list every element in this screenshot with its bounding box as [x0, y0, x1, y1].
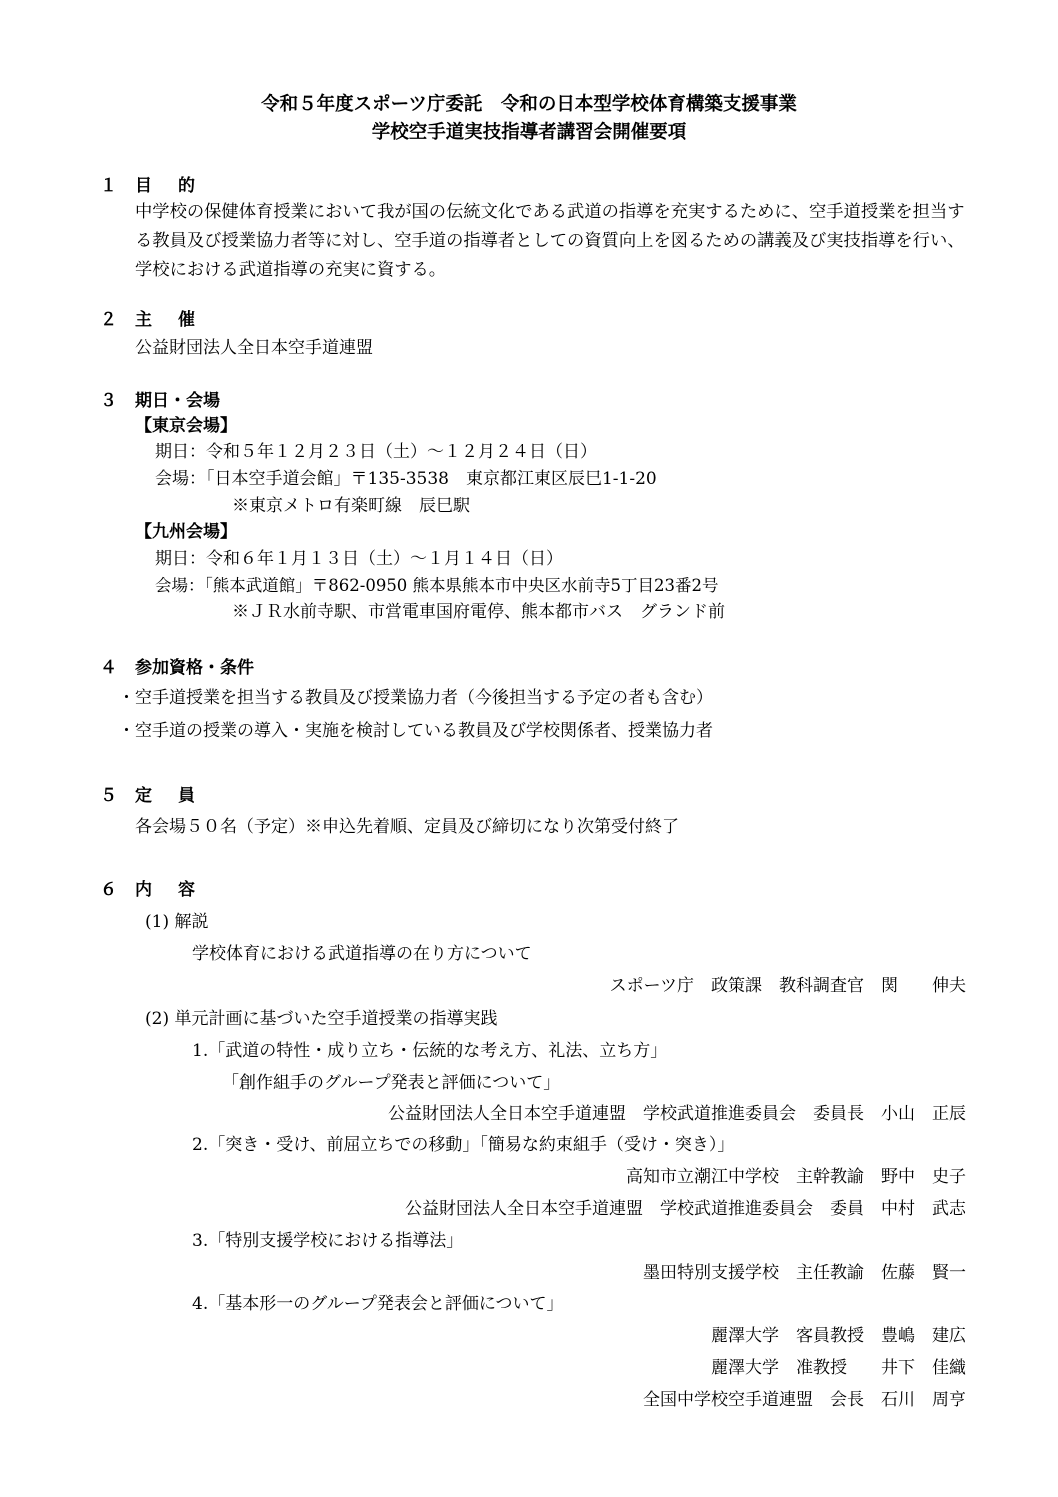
content-item-4-topic: 4.「基本形一のグループ発表会と評価について」: [192, 1294, 564, 1314]
kyushu-venue-label: 【九州会場】: [135, 522, 237, 542]
section-1-number: １: [100, 176, 117, 196]
section-5-number: ５: [100, 786, 117, 806]
tokyo-venue-address: 会場：「日本空手道会館」〒135-3538 東京都江東区辰巳1-1-20: [155, 469, 657, 489]
eligibility-item: ・空手道授業を担当する教員及び授業協力者（今後担当する予定の者も含む）: [118, 688, 713, 708]
content-item-2-lecturer: 公益財団法人全日本空手道連盟 学校武道推進委員会 委員 中村 武志: [405, 1199, 966, 1219]
document-title-line1: 令和５年度スポーツ庁委託 令和の日本型学校体育構築支援事業: [261, 94, 797, 115]
document-title-line2: 学校空手道実技指導者講習会開催要項: [371, 122, 687, 143]
section-6-number: ６: [100, 880, 117, 900]
section-4-number: ４: [100, 658, 117, 678]
content-item-2-lecturer: 高知市立潮江中学校 主幹教諭 野中 史子: [626, 1167, 966, 1187]
content-part-1-label: (1) 解説: [145, 912, 209, 932]
kyushu-access: ※ＪＲ水前寺駅、市営電車国府電停、熊本都市バス グランド前: [232, 602, 725, 622]
content-item-1-topic-sub: 「創作組手のグループ発表と評価について」: [222, 1073, 561, 1093]
section-2-organizer: 公益財団法人全日本空手道連盟: [135, 338, 373, 358]
content-item-3-topic: 3.「特別支援学校における指導法」: [192, 1231, 464, 1251]
capacity-text: 各会場５０名（予定）※申込先着順、定員及び締切になり次第受付終了: [135, 817, 679, 837]
content-part-1-topic: 学校体育における武道指導の在り方について: [192, 944, 532, 964]
section-4-heading: 参加資格・条件: [135, 658, 254, 678]
section-6-heading: 内容: [135, 880, 221, 900]
section-3-heading: 期日・会場: [135, 391, 220, 411]
content-item-3-lecturer: 墨田特別支援学校 主任教諭 佐藤 賢一: [643, 1263, 966, 1283]
content-item-1-topic: 1.「武道の特性・成り立ち・伝統的な考え方、礼法、立ち方」: [192, 1041, 668, 1061]
section-2-heading: 主催: [135, 310, 221, 330]
section-3-number: ３: [100, 391, 117, 411]
content-part-2-label: (2) 単元計画に基づいた空手道授業の指導実践: [145, 1009, 498, 1029]
section-1-body: 中学校の保健体育授業において我が国の伝統文化である武道の指導を充実するために、空手道授業を担当する教員及び授業協力者等に対し、空手道の指導者としての資質向上を図るための講義及び実技指導を行い、学校における武道指導の充実に資する。: [135, 202, 965, 280]
content-item-4-lecturer: 全国中学校空手道連盟 会長 石川 周亨: [643, 1390, 966, 1410]
section-1-heading: 目的: [135, 176, 221, 196]
content-item-2-topic: 2.「突き・受け、前屈立ちでの移動」「簡易な約束組手（受け・突き）」: [192, 1135, 735, 1155]
tokyo-date: 期日：令和５年１２月２３日（土）～１２月２４日（日）: [155, 442, 597, 462]
content-item-4-lecturer: 麗澤大学 准教授 井下 佳織: [711, 1358, 966, 1378]
tokyo-access: ※東京メトロ有楽町線 辰巳駅: [232, 496, 470, 516]
tokyo-venue-label: 【東京会場】: [135, 416, 237, 436]
section-5-heading: 定員: [135, 786, 221, 806]
section-2-number: ２: [100, 310, 117, 330]
content-item-1-lecturer: 公益財団法人全日本空手道連盟 学校武道推進委員会 委員長 小山 正辰: [388, 1104, 966, 1124]
eligibility-item: ・空手道の授業の導入・実施を検討している教員及び学校関係者、授業協力者: [118, 721, 713, 741]
kyushu-venue-address: 会場：「熊本武道館」〒862-0950 熊本県熊本市中央区水前寺5丁目23番2号: [155, 576, 719, 595]
content-item-4-lecturer: 麗澤大学 客員教授 豊嶋 建広: [711, 1326, 966, 1346]
content-part-1-lecturer: スポーツ庁 政策課 教科調査官 関 伸夫: [609, 976, 966, 996]
kyushu-date: 期日：令和６年１月１３日（土）～１月１４日（日）: [155, 549, 563, 569]
